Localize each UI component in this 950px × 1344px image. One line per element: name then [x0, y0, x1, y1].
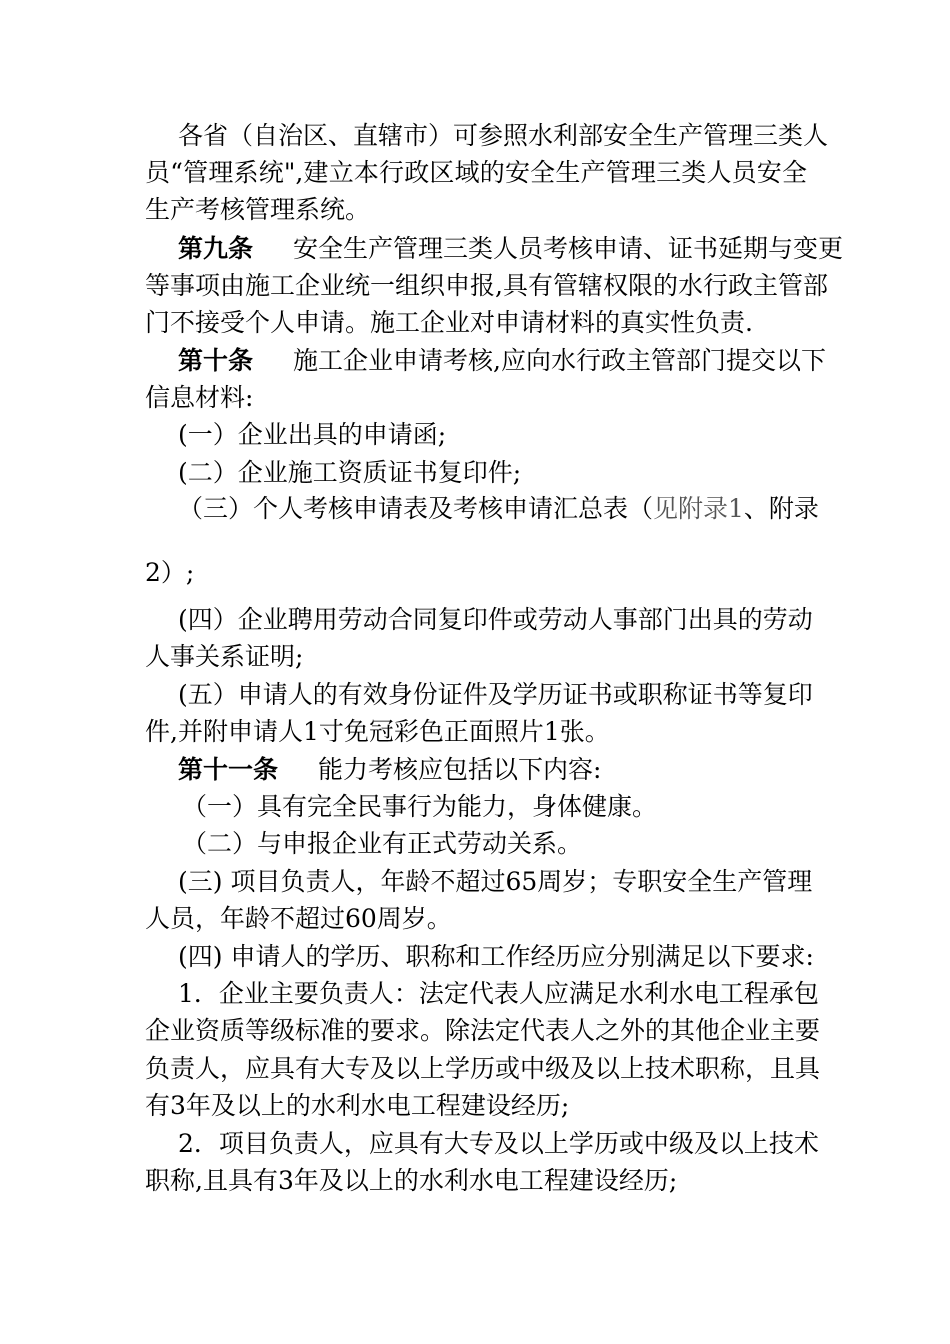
list-item: (五）申请人的有效身份证件及学历证书或职称证书等复印: [178, 680, 813, 709]
list-item: (一）企业出具的申请函;: [178, 420, 447, 449]
list-item: （二）与申报企业有正式劳动关系。: [182, 829, 583, 858]
requirement-line: 职称,且具有3年及以上的水利水电工程建设经历;: [145, 1166, 678, 1195]
requirement-line: 企业资质等级标准的要求。除法定代表人之外的其他企业主要: [145, 1016, 821, 1045]
list-item: （一）具有完全民事行为能力，身体健康。: [182, 792, 658, 821]
paragraph-line: 信息材料:: [145, 383, 254, 412]
list-item: (三) 项目负责人，年龄不超过65周岁；专职安全生产管理: [178, 867, 813, 896]
article-text: 安全生产管理三类人员考核申请、证书延期与变更: [293, 234, 844, 263]
requirement-line: 有3年及以上的水利水电工程建设经历;: [145, 1091, 570, 1120]
requirement-item: 2．项目负责人，应具有大专及以上学历或中级及以上技术: [178, 1129, 819, 1158]
paragraph-line: 生产考核管理系统。: [145, 195, 371, 224]
requirement-line: 负责人，应具有大专及以上学历或中级及以上技术职称，且具: [145, 1054, 821, 1083]
list-item: (四) 申请人的学历、职称和工作经历应分别满足以下要求:: [178, 942, 814, 971]
paragraph-line: 员“管理系统",建立本行政区域的安全生产管理三类人员安全: [145, 158, 807, 187]
article-heading: 第十一条: [178, 755, 279, 784]
appendix-reference: 见附录1: [653, 494, 744, 523]
article-11-line: [178, 752, 807, 788]
list-item: (二）企业施工资质证书复印件;: [178, 458, 522, 487]
list-item-continuation: 人事关系证明;: [145, 642, 304, 671]
paragraph-line: 等事项由施工企业统一组织申报,具有管辖权限的水行政主管部: [145, 271, 828, 300]
article-text: 能力考核应包括以下内容:: [318, 755, 602, 784]
article-text: 施工企业申请考核,应向水行政主管部门提交以下: [293, 346, 826, 375]
requirement-item: 1．企业主要负责人：法定代表人应满足水利水电工程承包: [178, 979, 819, 1008]
list-item-continuation: 2）;: [145, 558, 195, 587]
list-item: (四）企业聘用劳动合同复印件或劳动人事部门出具的劳动: [178, 605, 813, 634]
list-item-text: （三）个人考核申请表及考核申请汇总表（: [178, 494, 654, 523]
paragraph-line: 门不接受个人申请。施工企业对申请材料的真实性负责.: [145, 308, 753, 337]
list-item-continuation: 件,并附申请人1寸免冠彩色正面照片1张。: [145, 717, 610, 746]
article-heading: 第九条: [178, 234, 254, 263]
list-item: [178, 491, 819, 527]
list-item-continuation: 人员，年龄不超过60周岁。: [145, 904, 452, 933]
article-10-line: [178, 343, 826, 379]
article-heading: 第十条: [178, 346, 254, 375]
article-9-line: [178, 231, 844, 267]
list-item-text: 、附录: [743, 494, 819, 523]
paragraph-line: 各省（自治区、直辖市）可参照水利部安全生产管理三类人: [178, 121, 829, 150]
